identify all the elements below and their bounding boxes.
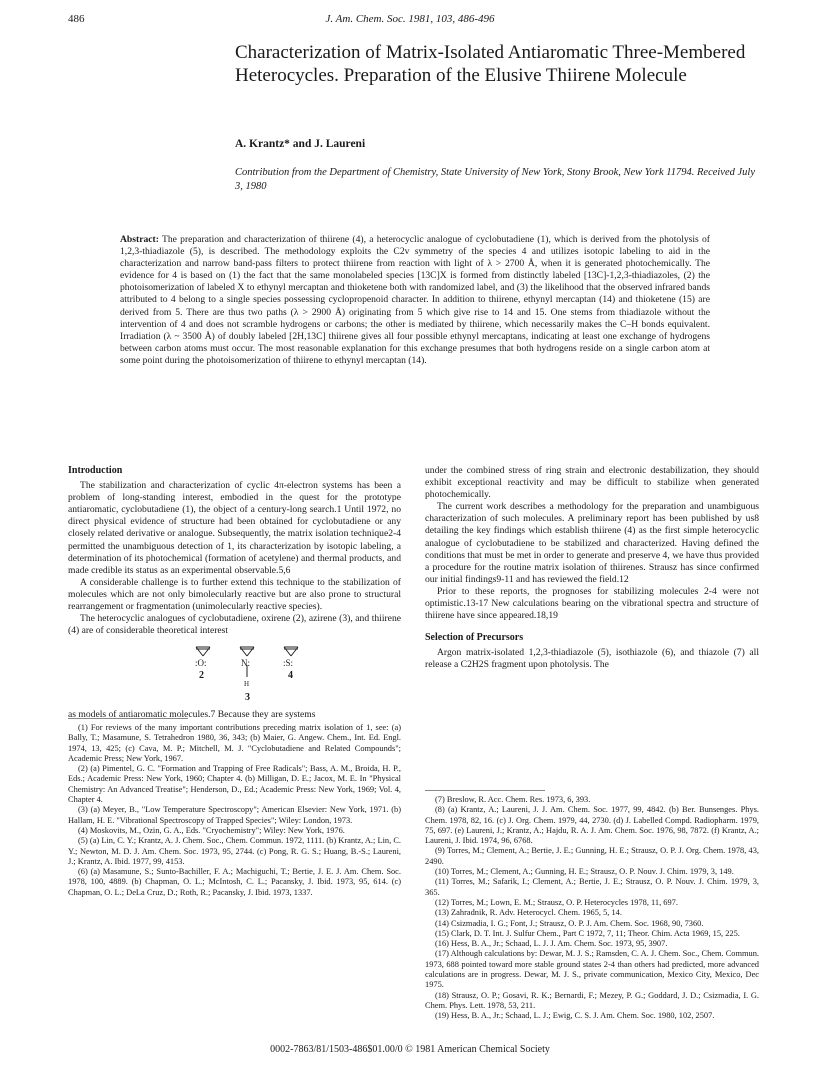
atom-oxygen: :O:	[195, 658, 207, 669]
compound-label-3: 3	[245, 692, 250, 704]
heterocycle-structures	[68, 643, 401, 705]
paragraph: The stabilization and characterization of cyclic 4π-electron systems has been a problem of long-standing interest, embodied in the quest for the prototype antiaromatic, cyclobutadiene (1), the object of a century-long search.1 Until 1972, no direct physical evidence of structure had been obtained for cyclobutadiene or any closely related derivative or analogue. Subsequently, the matrix isolation technique2-4 permitted the unambiguous detection of 1, its characterization by isotopic labeling, a determination of its photochemical (formation of acetylene) and thermal products, and made credible its status as an experimental observable.5,6	[68, 480, 401, 576]
right-column	[425, 465, 759, 672]
copyright-footer: 0002-7863/81/1503-486$01.00/0 © 1981 American Chemical Society	[270, 1044, 550, 1055]
paragraph: A considerable challenge is to further extend this technique to the stabilization of molecules which are not only bimolecularly reactive but are also prone to structural rearrangement or fragmentation (unimolecularly reactive species).	[68, 576, 401, 613]
paragraph: The heterocyclic analogues of cyclobutadiene, oxirene (2), azirene (3), and thiirene (4) are of considerable theoretical interest	[68, 613, 401, 637]
footnote-rule	[68, 718, 188, 719]
compound-label-4: 4	[288, 670, 293, 682]
footnote: (4) Moskovits, M., Ozin, G. A., Eds. "Cryochemistry"; Wiley: New York, 1976.	[78, 825, 345, 835]
footnote: (12) Torres, M.; Lown, E. M.; Strausz, O. P. Heterocycles 1978, 11, 697.	[435, 897, 678, 907]
authors: A. Krantz* and J. Laureni	[235, 138, 366, 150]
abstract-label: Abstract:	[120, 234, 159, 245]
footnote: (17) Although calculations by: Dewar, M. J. S.; Ramsden, C. A. J. Chem. Soc., Chem. Commun. 1973, 688 pointed toward more stable ground states 2-4 than others had predicted, more advanced calculations are in progress. Dewar, M. J. S., private communication, Mexico City, Mexico, Dec 1975.	[425, 949, 759, 990]
atom-hydrogen: H	[244, 680, 250, 689]
footnote: (1) For reviews of the many important contributions preceding matrix isolation of 1, see: (a) Bally, T.; Masamune, S. Tetrahedron 1980, 36, 343; (b) Maier, G. Angew. Chem., Int. Ed. Engl. 1974, 13, 425; (c) Cava, M. P.; Mitchell, M. J. "Cyclobutadiene and Related Compounds"; Academic Press; New York, 1967.	[68, 723, 401, 763]
footnote: (10) Torres, M.; Clement, A.; Gunning, H. E.; Strausz, O. P. Nouv. J. Chim. 1979, 3, 149.	[435, 867, 734, 877]
footnote: (5) (a) Lin, C. Y.; Krantz, A. J. Chem. Soc., Chem. Commun. 1972, 1111. (b) Krantz, A.; Lin, C. Y.; Newton, M. D. J. Am. Chem. Soc. 1973, 95, 2744. (c) Pong, R. G. S.; Huang, B.-S.; Laureni, J.; Krantz, A. Ibid. 1977, 99, 4153.	[68, 836, 401, 866]
footnote: (7) Breslow, R. Acc. Chem. Res. 1973, 6, 393.	[435, 795, 591, 804]
footnote: (2) (a) Pimentel, G. C. "Formation and Trapping of Free Radicals"; Bass, A. M., Broida, H. P., Eds.; Academic Press: New York, 1960; Chapter 4. (b) Milligan, D. E.; Jacox, M. E. In "Physical Chemistry: An Advanced Treatise"; Henderson, D., Ed.; Academic Press: New York, 1969; Vol. 4, Chapter 4.	[68, 764, 401, 805]
footnotes-right	[425, 790, 759, 1022]
footnote: (16) Hess, B. A., Jr.; Schaad, L. J. J. Am. Chem. Soc. 1973, 95, 3907.	[435, 939, 668, 949]
atom-sulfur: :S:	[283, 658, 294, 669]
footnote-rule	[425, 790, 545, 791]
journal-citation: J. Am. Chem. Soc. 1981, 103, 486-496	[325, 13, 495, 25]
paragraph: under the combined stress of ring strain and electronic destabilization, they should exhibit exceptional reactivity and may be difficult to stabilize when generated photochemically.	[425, 465, 759, 501]
paragraph: The current work describes a methodology for the preparation and unambiguous characterization of such molecules. A preliminary report has been published by us8 detailing the key findings which establish thiirene (4) as the first simple heterocyclic analogue of cyclobutadiene to be stabilized and characterized. Having defined the conditions that must be met in order to generate and preserve 4, we have thus provided a procedure for the routine matrix isolation of thiirenes. Strausz has since confirmed our initial findings9-11 and has reviewed the field.12	[425, 501, 759, 585]
footnote: (8) (a) Krantz, A.; Laureni, J. J. Am. Chem. Soc. 1977, 99, 4842. (b) Ber. Bunsenges. Phys. Chem. 1978, 82, 16. (c) J. Org. Chem. 1979, 44, 2730. (d) J. Labelled Compd. Radiopharm. 1979, 75, 697. (e) Laureni, J.; Krantz, A.; Hajdu, R. A. J. Am. Chem. Soc. 1976, 98, 7872. (f) Krantz, A.; Laureni, J. Ibid. 1974, 96, 6768.	[425, 805, 759, 846]
page-number: 486	[68, 13, 85, 25]
footnote: (13) Zahradnik, R. Adv. Heterocycl. Chem. 1965, 5, 14.	[435, 908, 622, 918]
footnote: (14) Csizmadia, I. G.; Font, J.; Strausz, O. P. J. Am. Chem. Soc. 1968, 90, 7360.	[435, 918, 704, 928]
footnote: (15) Clark, D. T. Int. J. Sulfur Chem., Part C 1972, 7, 11; Theor. Chim. Acta 1969, 15, 225.	[435, 928, 740, 938]
footnote: (18) Strausz, O. P.; Gosavi, R. K.; Bernardi, F.; Mezey, P. G.; Goddard, J. D.; Csizmadia, I. G. Chem. Phys. Lett. 1978, 53, 211.	[425, 990, 759, 1010]
footnotes-left	[68, 718, 401, 898]
footnote: (6) (a) Masamune, S.; Sunto-Bachiller, F. A.; Machiguchi, T.; Bertie, J. E. J. Am. Chem. Soc. 1978, 100, 4889. (b) Chapman, O. L.; McIntosh, C. L.; Pacansky, J. Ibid. 1973, 95, 614. (c) Chapman, O. L.; DeLa Cruz, D.; Roth, R.; Pacansky, J. Ibid. 1973, 1337.	[68, 867, 401, 897]
compound-label-2: 2	[199, 670, 204, 682]
abstract	[120, 234, 710, 367]
left-column	[68, 465, 401, 721]
section-heading-selection-of-precursors: Selection of Precursors	[425, 632, 524, 644]
affiliation: Contribution from the Department of Chemistry, State University of New York, Stony Brook, New York 11794. Received July 3, 1980	[235, 167, 755, 192]
paragraph: as models of antiaromatic molecules.7 Because they are systems	[68, 709, 316, 721]
paragraph: Prior to these reports, the prognoses for stabilizing molecules 2-4 were not optimistic.13-17 New calculations bearing on the vibrational spectra and structure of thiirene have since appeared.18,19	[425, 585, 759, 622]
section-heading-introduction: Introduction	[68, 465, 123, 476]
footnote: (9) Torres, M.; Clement, A.; Bertie, J. E.; Gunning, H. E.; Strausz, O. P. J. Org. Chem. 1978, 43, 2490.	[425, 846, 759, 866]
footnote: (3) (a) Meyer, B., "Low Temperature Spectroscopy"; American Elsevier: New York, 1971. (b) Hallam, H. E. "Vibrational Spectroscopy of Trapped Species"; Wiley: London, 1973.	[68, 805, 401, 825]
paragraph: Argon matrix-isolated 1,2,3-thiadiazole (5), isothiazole (6), and thiazole (7) all release a C2H2S fragment upon photolysis. The	[425, 647, 759, 671]
abstract-text: The preparation and characterization of thiirene (4), a heterocyclic analogue of cyclobutadiene (1), which is derived from the photolysis of 1,2,3-thiadiazole (5), is described. The methodology exploits the C2v symmetry of the species 4 and utilizes isotopic labeling to aid in the characterization and narrow band-pass filters to protect thiirene from reaction with light of λ > 2700 Å, when it is generated photochemically. The evidence for 4 is based on (1) the fact that the same monolabeled species [13C]X is formed from distinctly labeled [13C]-1,2,3-thiadiazoles, (2) the photoisomerization of labeled X to ethynyl mercaptan and thioketene both with randomized label, and (3) the likelihood that the observed infrared bands attributed to 4 belong to a single species possessing cyclopropenoid character. In addition to thiirene, ethynyl mercaptan (14) and thioketene (15) are derived from 5. There are thus two paths (λ > 2900 Å) originating from 5 which give rise to 14 and 15. One stems from thiadiazole without the intervention of 4 and does not scramble hydrogens or carbons; the other is mediated by thiirene, which necessarily makes the C–H bonds equivalent. Irradiation (λ ~ 3500 Å) of doubly labeled [2H,13C] thiirene gives all four possible ethynyl mercaptans, indicating at least one exchange of hydrogens between carbon atoms must occur. The most reasonable explanation for this exchange presumes that both hydrogens reside on a single carbon atom at some point during the photoisomerization of thiirene to ethynyl mercaptan (14).	[120, 234, 710, 366]
paper-title: Characterization of Matrix-Isolated Antiaromatic Three-Membered Heterocycles. Preparation of the Elusive Thiirene Molecule	[235, 42, 746, 86]
atom-nitrogen: N:	[241, 658, 250, 669]
footnote: (19) Hess, B. A., Jr.; Schaad, L. J.; Ewig, C. S. J. Am. Chem. Soc. 1980, 102, 2507.	[435, 1011, 715, 1021]
footnote: (11) Torres, M.; Safarik, I.; Clement, A.; Bertie, J. E.; Strausz, O. P. Nouv. J. Chim. 1979, 3, 365.	[425, 877, 759, 897]
